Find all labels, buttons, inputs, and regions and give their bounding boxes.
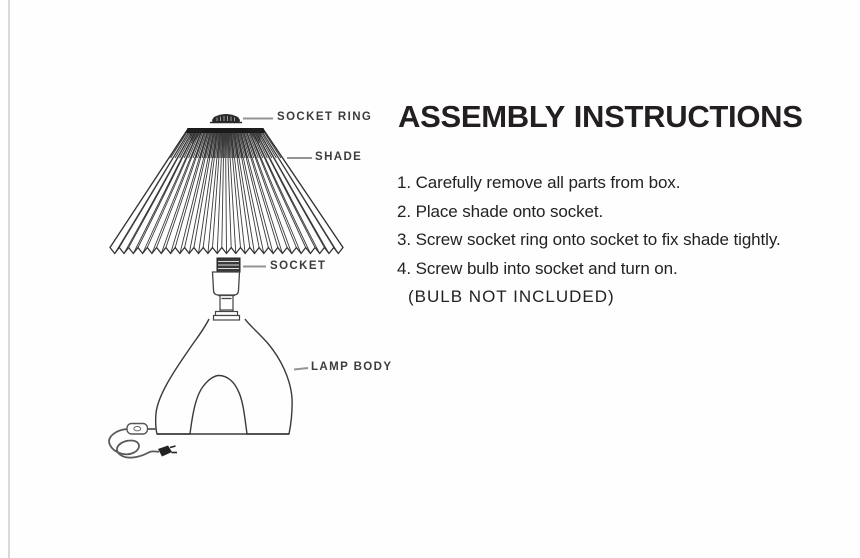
- socket-label: SOCKET: [270, 260, 327, 272]
- page-title: ASSEMBLY INSTRUCTIONS: [398, 99, 803, 134]
- lamp-body-label: LAMP BODY: [311, 361, 393, 373]
- step-4: 4. Screw bulb into socket and turn on.: [397, 258, 678, 278]
- bulb-note: (BULB NOT INCLUDED): [408, 287, 615, 307]
- step-2: 2. Place shade onto socket.: [397, 201, 604, 221]
- plug-drawing: [158, 446, 177, 457]
- socket-ring-label: SOCKET RING: [277, 111, 373, 123]
- shade-label: SHADE: [315, 151, 363, 163]
- switch-drawing: [127, 424, 148, 435]
- socket-drawing: [213, 258, 241, 320]
- step-1: 1. Carefully remove all parts from box.: [397, 173, 681, 192]
- step-3: 3. Screw socket ring onto socket to fix shade tightly.: [397, 230, 781, 250]
- socket-ring-drawing: [210, 114, 242, 123]
- lamp-body-drawing: [156, 319, 292, 434]
- instruction-steps: [397, 169, 781, 312]
- lamp-shade-drawing: [110, 129, 343, 254]
- leader-lamp-body: [294, 368, 308, 370]
